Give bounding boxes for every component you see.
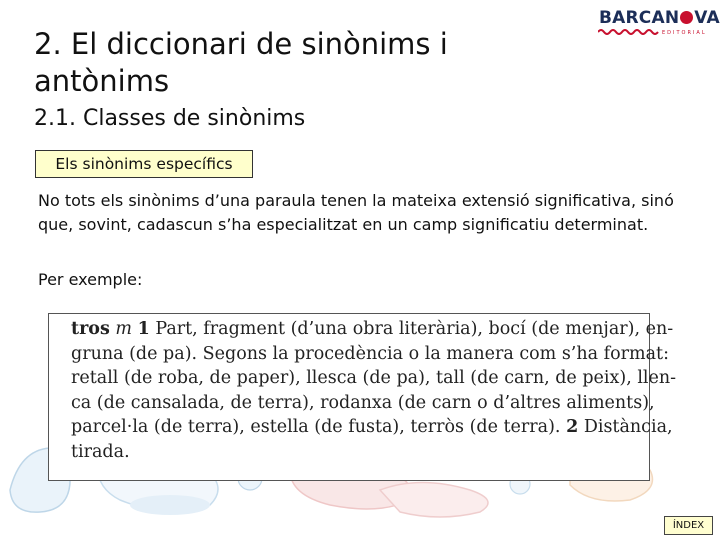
dictionary-entry-box (48, 313, 677, 481)
dict-line-4: ca (de cansalada, de terra), rodanxa (de carn o d’altres aliments), (71, 392, 655, 413)
example-label: Per exemple: (38, 270, 143, 289)
dict-line-2: gruna (de pa). Segons la procedència o la manera com s’ha format: (71, 343, 669, 364)
logo-text: BARCAN VA (599, 8, 720, 28)
index-button[interactable]: ÍNDEX (664, 516, 713, 535)
sense-number-2: 2 (566, 417, 579, 437)
section-tag: Els sinònims específics (35, 150, 253, 178)
logo-o-icon (680, 11, 693, 24)
dict-line-6: tirada. (71, 441, 130, 462)
logo-subtitle: EDITORIAL (662, 30, 707, 36)
dict-line-1: tros m 1 Part, fragment (d’una obra literària), bocí (de menjar), en- (71, 319, 674, 339)
barcanova-logo (596, 6, 720, 40)
dict-line-3: retall (de roba, de paper), llesca (de pa), tall (de carn, de peix), llen- (71, 368, 677, 388)
grammar-tag: m (115, 319, 133, 339)
section-subtitle: 2.1. Classes de sinònims (34, 106, 306, 131)
headword: tros (71, 319, 110, 339)
dict-line-5: parcel·la (de terra), estella (de fusta), terròs (de terra). 2 Distància, (71, 417, 673, 437)
logo-wave-icon (598, 28, 660, 36)
page-title: 2. El diccionari de sinònims i antònims (34, 27, 448, 98)
sense-number: 1 (137, 319, 150, 339)
explanation-paragraph: No tots els sinònims d’una paraula tenen la mateixa extensió significativa, sinó que, sovint, cadascun s’ha especialitzat en un camp significatiu determinat. (38, 191, 674, 234)
